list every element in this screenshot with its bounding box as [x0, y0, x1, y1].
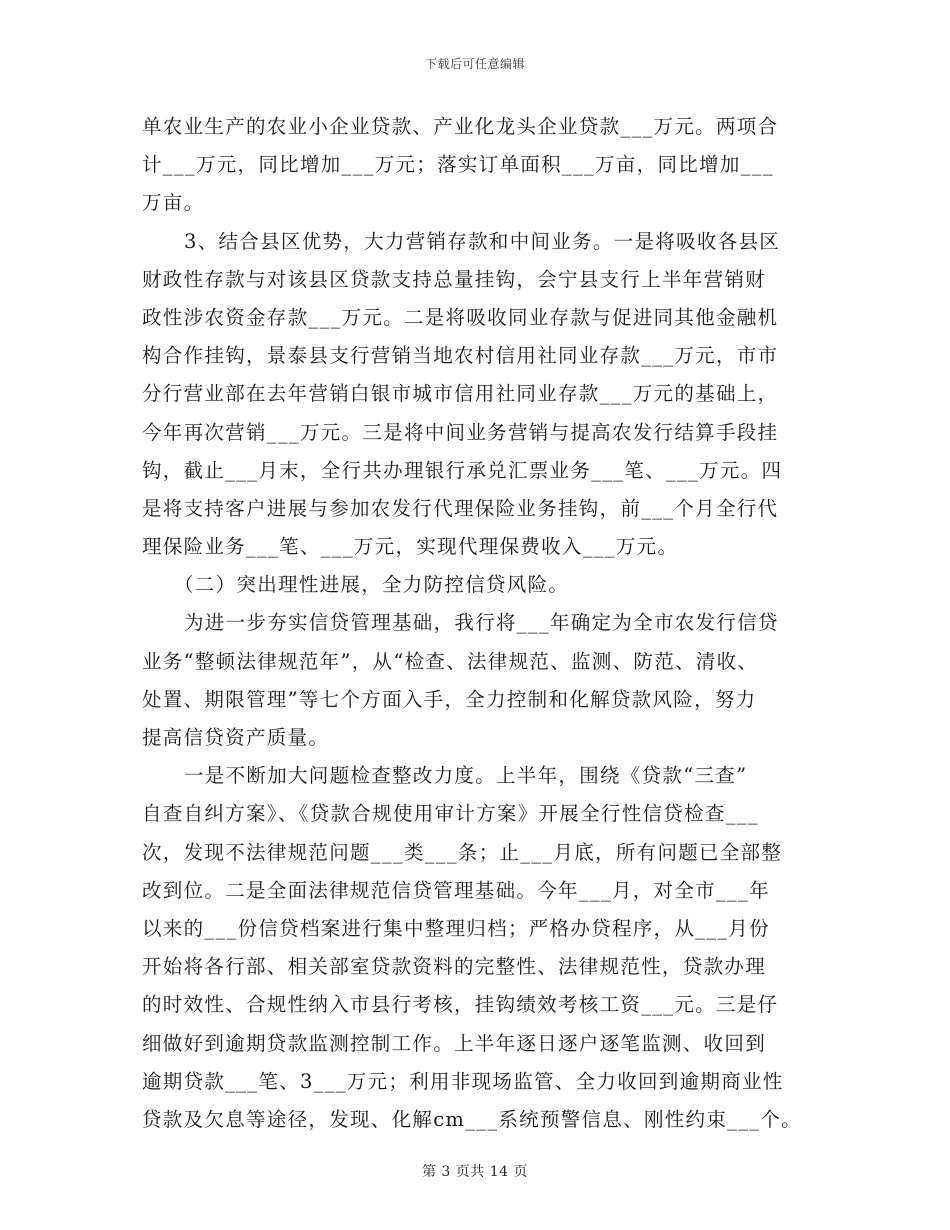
text-line: 业务“整顿法律规范年”，从“检查、法律规范、监测、防范、清收、 — [142, 649, 759, 673]
text-line: 理保险业务___笔、___万元，实现代理保费收入___万元。 — [142, 535, 679, 559]
page-footer: 第 3 页共 14 页 — [421, 1164, 529, 1180]
text-line: 钩，截止___月末，全行共办理银行承兑汇票业务___笔、___万元。四 — [142, 458, 783, 482]
text-line: 构合作挂钩，景泰县支行营销当地农村信用社同业存款___万元，市市 — [142, 344, 779, 368]
text-line: 分行营业部在去年营销白银市城市信用社同业存款___万元的基础上， — [142, 382, 779, 406]
text-line: 政性涉农资金存款___万元。二是将吸收同业存款与促进同其他金融机 — [142, 305, 779, 329]
text-line: 是将支持客户进展与参加农发行代理保险业务挂钩，前___个月全行代 — [142, 496, 779, 520]
text-line: 今年再次营销___万元。三是将中间业务营销与提高农发行结算手段挂 — [142, 420, 779, 444]
text-line: 以来的___份信贷档案进行集中整理归档；严格办贷程序，从___月份 — [142, 916, 770, 940]
page-header: 下载后可任意编辑 — [424, 57, 525, 71]
text-line: 计___万元，同比增加___万元；落实订单面积___万亩，同比增加___ — [142, 153, 774, 177]
paragraph-start: 为进一步夯实信贷管理基础，我行将___年确定为全市农发行信贷 — [184, 611, 779, 635]
text-line: 细做好到逾期贷款监测控制工作。上半年逐日逐户逐笔监测、收回到 — [142, 1031, 767, 1055]
text-line: 开始将各行部、相关部室贷款资料的完整性、法律规范性，贷款办理 — [142, 955, 767, 979]
text-line: 次，发现不法律规范问题___类___条；止___月底，所有问题已全部整 — [142, 840, 783, 864]
text-line: 单农业生产的农业小企业贷款、产业化龙头企业贷款___万元。两项合 — [142, 115, 779, 138]
text-line: 财政性存款与对该县区贷款支持总量挂钩，会宁县支行上半年营销财 — [142, 267, 767, 291]
section-heading: （二）突出理性进展，全力防控信贷风险。 — [174, 573, 570, 597]
text-line: 万亩。 — [142, 191, 205, 215]
text-line: 的时效性、合规性纳入市县行考核，挂钩绩效考核工资___元。三是仔 — [142, 993, 779, 1017]
text-line: 提高信贷资产质量。 — [142, 726, 330, 749]
document-body — [142, 108, 812, 1139]
text-line: 处置、期限管理”等七个方面入手，全力控制和化解贷款风险，努力 — [142, 687, 757, 711]
text-line: 逾期贷款___笔、3___万元；利用非现场监管、全力收回到逾期商业性 — [142, 1069, 784, 1093]
text-line: 改到位。二是全面法律规范信贷管理基础。今年___月，对全市___年 — [142, 878, 770, 902]
text-line: 贷款及欠息等途径，发现、化解cm___系统预警信息、刚性约束___个。 — [142, 1107, 802, 1131]
text-line: 自查自纠方案》、《贷款合规使用审计方案》开展全行性信贷检查___ — [142, 802, 759, 826]
paragraph-start: 一是不断加大问题检查整改力度。上半年，围绕《贷款“三查” — [184, 764, 748, 788]
paragraph-start: 3、结合县区优势，大力营销存款和中间业务。一是将吸收各县区 — [184, 229, 781, 253]
